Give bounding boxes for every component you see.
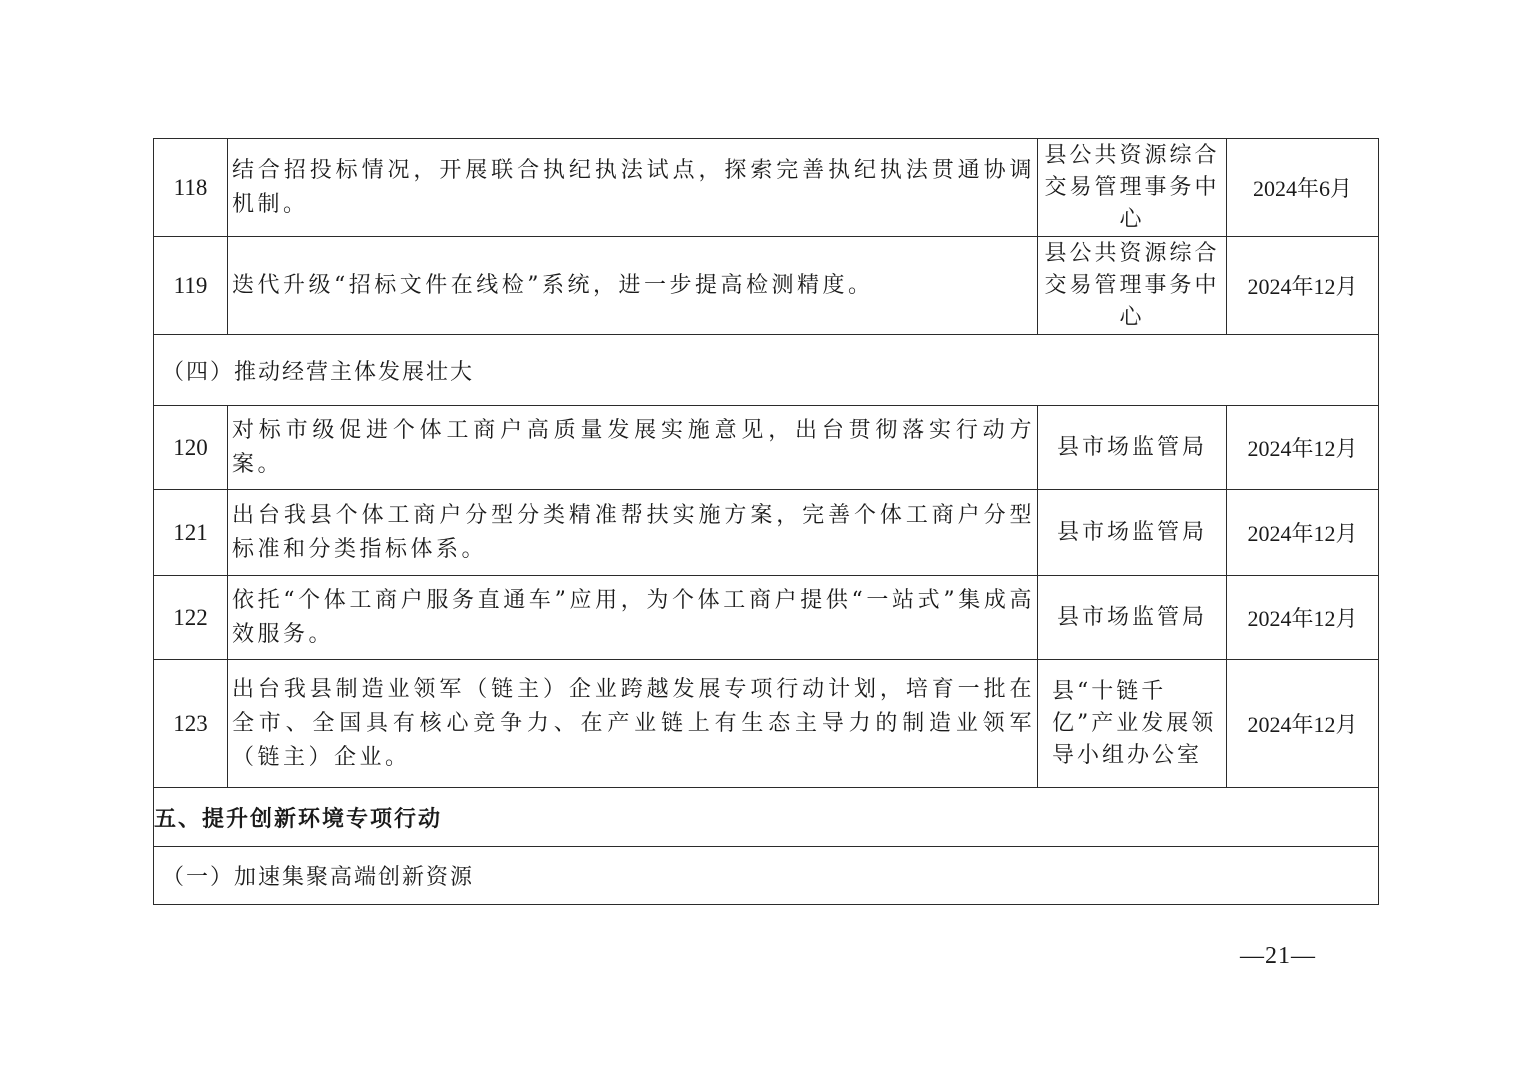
section-row: [154, 847, 1379, 905]
deadline: 2024年6月: [1227, 139, 1379, 237]
row-number: 119: [154, 237, 228, 335]
row-number: 120: [154, 406, 228, 490]
row-number: 123: [154, 660, 228, 788]
task-description: 出台我县制造业领军（链主）企业跨越发展专项行动计划，培育一批在全市、全国具有核心竞争力、在产业链上有生态主导力的制造业领军（链主）企业。: [228, 660, 1038, 788]
table-row: [154, 576, 1379, 660]
task-table: [153, 138, 1379, 905]
task-description: 迭代升级“招标文件在线检”系统，进一步提高检测精度。: [228, 237, 1038, 335]
task-description: 结合招投标情况，开展联合执纪执法试点，探索完善执纪执法贯通协调机制。: [228, 139, 1038, 237]
responsible-department: 县公共资源综合交易管理事务中心: [1038, 237, 1227, 335]
section-row: [154, 335, 1379, 406]
task-description: 依托“个体工商户服务直通车”应用，为个体工商户提供“一站式”集成高效服务。: [228, 576, 1038, 660]
table-row: [154, 660, 1379, 788]
subsection-heading: （四）推动经营主体发展壮大: [154, 335, 1379, 406]
deadline: 2024年12月: [1227, 406, 1379, 490]
subsection-heading: （一）加速集聚高端创新资源: [154, 847, 1379, 905]
task-description: 对标市级促进个体工商户高质量发展实施意见，出台贯彻落实行动方案。: [228, 406, 1038, 490]
responsible-department: 县公共资源综合交易管理事务中心: [1038, 139, 1227, 237]
task-description: 出台我县个体工商户分型分类精准帮扶实施方案，完善个体工商户分型标准和分类指标体系。: [228, 490, 1038, 576]
responsible-department: 县市场监管局: [1038, 576, 1227, 660]
row-number: 118: [154, 139, 228, 237]
table-row: [154, 139, 1379, 237]
table-row: [154, 237, 1379, 335]
section-row: [154, 788, 1379, 847]
deadline: 2024年12月: [1227, 237, 1379, 335]
deadline: 2024年12月: [1227, 576, 1379, 660]
table-row: [154, 406, 1379, 490]
responsible-department: 县“十链千亿”产业发展领导小组办公室: [1038, 660, 1227, 788]
page-number: —21—: [1240, 943, 1316, 969]
deadline: 2024年12月: [1227, 490, 1379, 576]
responsible-department: 县市场监管局: [1038, 490, 1227, 576]
row-number: 122: [154, 576, 228, 660]
table-row: [154, 490, 1379, 576]
section-heading: 五、提升创新环境专项行动: [154, 788, 1379, 847]
row-number: 121: [154, 490, 228, 576]
responsible-department: 县市场监管局: [1038, 406, 1227, 490]
deadline: 2024年12月: [1227, 660, 1379, 788]
